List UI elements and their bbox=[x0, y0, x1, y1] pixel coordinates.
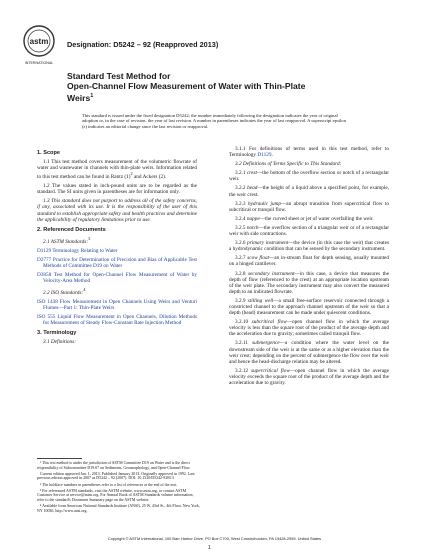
footnotes bbox=[37, 458, 200, 515]
definition-item: 3.2.9 stilling well—a small free-surface reservoir connected through a constricted channel to the approach channel upstream of the weir so that a depth (head) measurement can be made under quiescent conditions. bbox=[229, 297, 389, 317]
definition-item: 3.2.3 hydraulic jump—an abrupt transition from supercritical flow to subcritical or tranquil flow. bbox=[229, 200, 390, 213]
right-column bbox=[229, 146, 389, 389]
definition-item: 3.2.4 nappe—the curved sheet or jet of water overfalling the weir. bbox=[235, 215, 374, 222]
astm-standards-label: 2.1 ASTM Standards:$^3$ bbox=[43, 235, 91, 245]
definition-item: 3.2.12 supercritical flow—open channel flow in which the average velocity exceeds the square root of the product of the average depth and the acceleration due to gravity. bbox=[229, 367, 389, 386]
document-title bbox=[67, 71, 367, 103]
definition-item: 3.2.8 secondary instrument—in this case, a device that measures the depth of flow (referenced to the crest) at an appropriate location upstream of the weir plate. The secondary instrument may also convert the measured depth to an indicated flowrate. bbox=[229, 270, 389, 295]
definition-item: 3.2.10 subcritical flow—open channel flow in which the average velocity is less than the square root of the product of the average depth and the acceleration due to gravity; sometimes called tranquil flow. bbox=[229, 319, 390, 338]
reference-item[interactable]: D1129 Terminology Relating to Water bbox=[37, 247, 118, 254]
reference-item[interactable]: ISO 555 Liquid Flow Measurement in Open Channels, Dilution Methods for Measurement of Steady Flow-Constant Rate Injection Method bbox=[37, 314, 197, 327]
title-footnote-mark: 1 bbox=[90, 93, 94, 99]
definition-item: 3.2.2 head—the height of a liquid above a specified point, for example, the weir crest. bbox=[229, 185, 389, 198]
footnote-3: ³ For referenced ASTM standards, visit the ASTM website, www.astm.org, or contact ASTM Customer Service at service@astm.org. For Annual Book of ASTM Standards volume information, refer to the standard's Document Summary page on the ASTM website. bbox=[37, 487, 194, 502]
reference-item[interactable]: D3858 Test Method for Open-Channel Flow Measurement of Water by Velocity-Area Method bbox=[37, 271, 197, 284]
reference-item[interactable]: D2777 Practice for Determination of Precision and Bias of Applicable Test Methods of Committee D19 on Water bbox=[37, 256, 197, 269]
section-heading-scope: 1. Scope bbox=[37, 150, 61, 156]
standard-notice: This standard is issued under the fixed designation D5242; the number immediately following the designation indicates the year of original adoption or, in the case of revision, the year of last revision. A number in parentheses indicates the year of last reapproval. A superscript epsilon (ε) indicates an editorial change since the last revision or reapproval. bbox=[82, 113, 346, 129]
definition-item: 3.2.7 scow float—an in-stream float for depth sensing, usually mounted on a hinged cantilever. bbox=[229, 255, 389, 268]
title-line-1: Standard Test Method for bbox=[67, 71, 171, 81]
terminology-link[interactable]: D1129 bbox=[257, 152, 272, 159]
svg-text:astm: astm bbox=[29, 37, 49, 46]
paragraph-1-3: 1.3 This standard does not purport to address all of the safety concerns, if any, associated with its use. It is the responsibility of the user of this standard to establish appropriate safety and health practices and determine the applicability of regulatory limitations prior to use. bbox=[37, 198, 197, 223]
paragraph-1-2: 1.2 The values stated in inch-pound units are to be regarded as the standard. The SI units given in parentheses are for information only. bbox=[37, 183, 197, 196]
definition-3-1-1: 3.1.1 For definitions of terms used in this test method, refer to Terminology D1129. bbox=[229, 146, 389, 159]
footnote-1b: Current edition approved Jan. 1, 2013. Published January 2013. Originally approved in 1992. Last previous edition approved in 2007 as D5242 – 92 (2007). DOI: 10.1520/D5242-92R13 bbox=[37, 470, 195, 481]
footnote-2: ² The boldface numbers in parentheses refer to a list of references at the end of the text. bbox=[40, 481, 178, 487]
astm-logo bbox=[22, 24, 56, 74]
svg-text:INTERNATIONAL: INTERNATIONAL bbox=[24, 61, 54, 65]
designation: Designation: D5242 – 92 (Reapproved 2013) bbox=[67, 40, 219, 49]
footnote-4: ⁴ Available from American National Standards Institute (ANSI), 25 W. 43rd St., 4th Floor, New York, NY 10036, http://www.ansi.org. bbox=[37, 503, 200, 513]
title-line-3: Weirs$^1$ bbox=[67, 92, 94, 103]
title-line-2: Open-Channel Flow Measurement of Water with Thin-Plate bbox=[67, 81, 306, 91]
section-heading-terminology: 3. Terminology bbox=[37, 330, 77, 337]
footnote-divider bbox=[37, 458, 82, 459]
definition-item: 3.2.11 submergence—a condition where the water level on the downstream side of the weir is at the same or at a higher elevation than the weir crest; depending on the percent of submergence the flow over the weir and hence the head-discharge relation may be altered. bbox=[229, 340, 389, 365]
definitions-label: 3.1 Definitions: bbox=[43, 339, 76, 346]
page-number: 1 bbox=[208, 545, 211, 551]
definition-item: 3.2.1 crest—the bottom of the overflow section or notch of a rectangular weir. bbox=[229, 170, 389, 183]
section-heading-references: 2. Referenced Documents bbox=[37, 226, 106, 233]
definition-item: 3.2.6 primary instrument—the device (in this case the weir) that creates a hydrodynamic condition that can be sensed by the secondary instrument. bbox=[229, 240, 390, 253]
left-column bbox=[37, 146, 197, 349]
paragraph-1-1: 1.1 This test method covers measurement of the volumetric flowrate of water and wastewater in channels with thin-plate weirs. Information related to this test method can be found in Rantz $(1)^2$ and Ackers (2). bbox=[37, 159, 197, 181]
iso-standards-label: 2.2 ISO Standards:$^4$ bbox=[43, 287, 86, 296]
reference-item[interactable]: ISO 1438 Flow Measurement in Open Channels Using Weirs and Venturi Flumes—Part 1: Thin-Plate Weirs bbox=[37, 298, 197, 312]
footnote-1: ¹ This test method is under the jurisdiction of ASTM Committee D19 on Water and is the direct responsibility of Subcommittee D19.07 on Sediments, Geomorphology, and Open-Channel Flow. bbox=[37, 460, 191, 470]
definition-item: 3.2.5 notch—the overflow section of a triangular weir or of a rectangular weir with side contractions. bbox=[229, 224, 389, 238]
copyright-notice: Copyright © ASTM International, 100 Barr Harbor Drive, PO Box C700, West Conshohocken, PA 19428-2959. United States bbox=[107, 536, 322, 541]
definitions-specific-label: 3.2 Definitions of Terms Specific to This Standard: bbox=[235, 161, 342, 168]
